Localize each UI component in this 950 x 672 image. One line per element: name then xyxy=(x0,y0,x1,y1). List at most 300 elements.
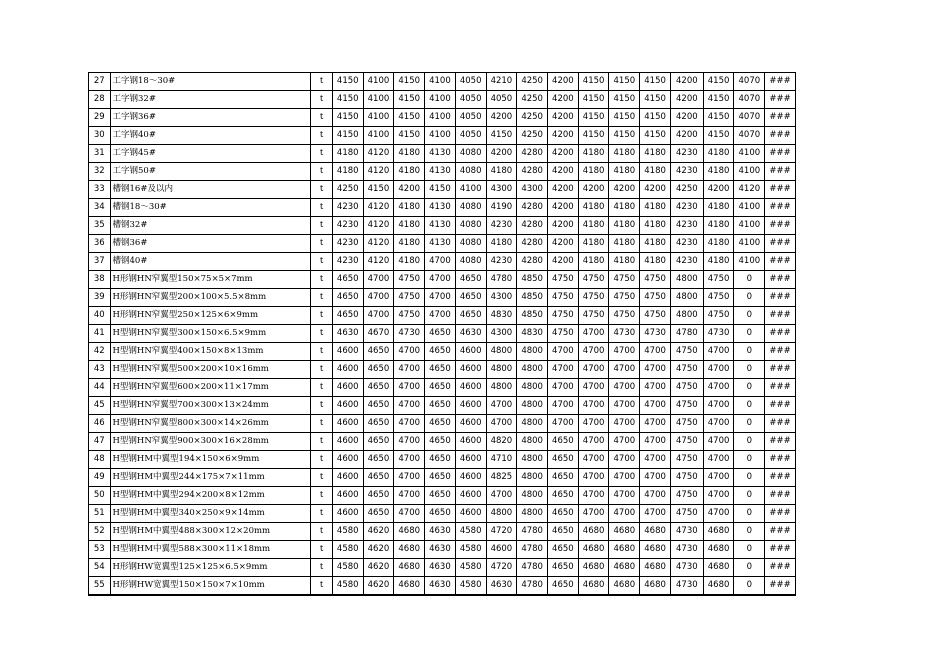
price-cell[interactable]: 4150 xyxy=(332,127,363,145)
price-cell[interactable]: 0 xyxy=(734,577,765,596)
item-name-cell[interactable]: H型钢HN窄翼型700×300×13×24mm xyxy=(110,397,311,415)
price-cell[interactable]: 4100 xyxy=(734,199,765,217)
item-name-cell[interactable]: 工字钢40# xyxy=(110,127,311,145)
price-cell[interactable]: 4100 xyxy=(734,253,765,271)
price-cell[interactable]: 4650 xyxy=(363,487,394,505)
price-cell[interactable]: 4730 xyxy=(670,523,703,541)
price-cell[interactable]: 4650 xyxy=(548,559,579,577)
price-cell[interactable]: 4700 xyxy=(548,397,579,415)
price-cell[interactable]: 4650 xyxy=(425,433,456,451)
overflow-cell[interactable]: ### xyxy=(765,523,796,541)
price-cell[interactable]: 4650 xyxy=(332,289,363,307)
price-cell[interactable]: 4580 xyxy=(332,577,363,596)
price-cell[interactable]: 0 xyxy=(734,289,765,307)
unit-cell[interactable]: t xyxy=(311,577,333,596)
price-cell[interactable]: 4120 xyxy=(363,253,394,271)
price-cell[interactable]: 4200 xyxy=(670,91,703,109)
row-number-cell[interactable]: 27 xyxy=(89,73,111,91)
price-cell[interactable]: 4230 xyxy=(670,145,703,163)
price-cell[interactable]: 4620 xyxy=(363,541,394,559)
unit-cell[interactable]: t xyxy=(311,109,333,127)
price-cell[interactable]: 4150 xyxy=(394,73,425,91)
price-cell[interactable]: 4700 xyxy=(578,397,609,415)
overflow-cell[interactable]: ### xyxy=(765,91,796,109)
price-cell[interactable]: 4650 xyxy=(332,271,363,289)
price-cell[interactable]: 4700 xyxy=(394,451,425,469)
price-cell[interactable]: 4650 xyxy=(425,505,456,523)
price-cell[interactable]: 4700 xyxy=(425,253,456,271)
price-cell[interactable]: 4200 xyxy=(486,109,517,127)
price-cell[interactable]: 4200 xyxy=(548,109,579,127)
price-cell[interactable]: 4710 xyxy=(486,451,517,469)
price-cell[interactable]: 4680 xyxy=(394,577,425,596)
price-cell[interactable]: 4750 xyxy=(394,307,425,325)
price-cell[interactable]: 4070 xyxy=(734,73,765,91)
row-number-cell[interactable]: 50 xyxy=(89,487,111,505)
price-cell[interactable]: 4700 xyxy=(640,505,671,523)
price-cell[interactable]: 4180 xyxy=(332,145,363,163)
price-cell[interactable]: 4180 xyxy=(609,253,640,271)
row-number-cell[interactable]: 51 xyxy=(89,505,111,523)
price-cell[interactable]: 4230 xyxy=(486,217,517,235)
price-cell[interactable]: 4200 xyxy=(670,127,703,145)
item-name-cell[interactable]: H形钢HN窄翼型150×75×5×7mm xyxy=(110,271,311,289)
price-cell[interactable]: 4700 xyxy=(703,415,734,433)
item-name-cell[interactable]: 槽钢40# xyxy=(110,253,311,271)
price-cell[interactable]: 4700 xyxy=(640,397,671,415)
price-cell[interactable]: 4650 xyxy=(425,415,456,433)
price-cell[interactable]: 4180 xyxy=(609,235,640,253)
item-name-cell[interactable]: 工字钢18～30# xyxy=(110,73,311,91)
row-number-cell[interactable]: 47 xyxy=(89,433,111,451)
price-cell[interactable]: 4100 xyxy=(425,109,456,127)
price-cell[interactable]: 4100 xyxy=(363,73,394,91)
price-cell[interactable]: 0 xyxy=(734,523,765,541)
price-cell[interactable]: 4250 xyxy=(517,109,548,127)
price-cell[interactable]: 4180 xyxy=(640,253,671,271)
price-cell[interactable]: 4130 xyxy=(425,163,456,181)
price-cell[interactable]: 4750 xyxy=(548,307,579,325)
price-cell[interactable]: 4200 xyxy=(548,163,579,181)
price-cell[interactable]: 4700 xyxy=(578,505,609,523)
price-cell[interactable]: 4700 xyxy=(425,289,456,307)
price-cell[interactable]: 4600 xyxy=(455,361,486,379)
price-cell[interactable]: 4780 xyxy=(517,559,548,577)
price-cell[interactable]: 4600 xyxy=(455,433,486,451)
price-cell[interactable]: 4680 xyxy=(640,577,671,596)
unit-cell[interactable]: t xyxy=(311,343,333,361)
item-name-cell[interactable]: H型钢HM中翼型244×175×7×11mm xyxy=(110,469,311,487)
row-number-cell[interactable]: 40 xyxy=(89,307,111,325)
overflow-cell[interactable]: ### xyxy=(765,307,796,325)
price-cell[interactable]: 4800 xyxy=(517,415,548,433)
price-cell[interactable]: 4700 xyxy=(609,415,640,433)
price-cell[interactable]: 4150 xyxy=(332,109,363,127)
overflow-cell[interactable]: ### xyxy=(765,559,796,577)
price-cell[interactable]: 4670 xyxy=(363,325,394,343)
price-cell[interactable]: 4180 xyxy=(640,235,671,253)
price-cell[interactable]: 4130 xyxy=(425,145,456,163)
unit-cell[interactable]: t xyxy=(311,361,333,379)
price-cell[interactable]: 4650 xyxy=(425,469,456,487)
price-cell[interactable]: 4050 xyxy=(455,109,486,127)
price-cell[interactable]: 4130 xyxy=(425,217,456,235)
price-cell[interactable]: 4700 xyxy=(640,451,671,469)
price-cell[interactable]: 4750 xyxy=(670,433,703,451)
row-number-cell[interactable]: 32 xyxy=(89,163,111,181)
price-cell[interactable]: 0 xyxy=(734,271,765,289)
unit-cell[interactable]: t xyxy=(311,307,333,325)
item-name-cell[interactable]: H型钢HM中翼型588×300×11×18mm xyxy=(110,541,311,559)
price-cell[interactable]: 0 xyxy=(734,559,765,577)
price-cell[interactable]: 4150 xyxy=(425,181,456,199)
price-cell[interactable]: 4180 xyxy=(640,199,671,217)
price-cell[interactable]: 4680 xyxy=(609,577,640,596)
price-cell[interactable]: 4700 xyxy=(703,343,734,361)
price-cell[interactable]: 4230 xyxy=(486,253,517,271)
price-cell[interactable]: 4080 xyxy=(455,235,486,253)
unit-cell[interactable]: t xyxy=(311,271,333,289)
price-cell[interactable]: 4250 xyxy=(670,181,703,199)
price-cell[interactable]: 4650 xyxy=(332,307,363,325)
price-cell[interactable]: 4300 xyxy=(486,181,517,199)
price-cell[interactable]: 0 xyxy=(734,307,765,325)
price-cell[interactable]: 4250 xyxy=(517,91,548,109)
price-cell[interactable]: 4750 xyxy=(609,271,640,289)
price-cell[interactable]: 4200 xyxy=(394,181,425,199)
price-cell[interactable]: 4200 xyxy=(640,181,671,199)
item-name-cell[interactable]: 槽钢18～30# xyxy=(110,199,311,217)
price-cell[interactable]: 0 xyxy=(734,343,765,361)
price-cell[interactable]: 0 xyxy=(734,505,765,523)
price-cell[interactable]: 4680 xyxy=(578,523,609,541)
price-cell[interactable]: 4650 xyxy=(363,505,394,523)
price-cell[interactable]: 4700 xyxy=(609,487,640,505)
item-name-cell[interactable]: H形钢HN窄翼型200×100×5.5×8mm xyxy=(110,289,311,307)
price-cell[interactable]: 4600 xyxy=(332,451,363,469)
price-cell[interactable]: 4650 xyxy=(425,379,456,397)
price-cell[interactable]: 4800 xyxy=(517,379,548,397)
price-cell[interactable]: 4580 xyxy=(455,541,486,559)
row-number-cell[interactable]: 48 xyxy=(89,451,111,469)
item-name-cell[interactable]: 槽钢32# xyxy=(110,217,311,235)
item-name-cell[interactable]: H型钢HM中翼型194×150×6×9mm xyxy=(110,451,311,469)
item-name-cell[interactable]: H型钢HN窄翼型500×200×10×16mm xyxy=(110,361,311,379)
unit-cell[interactable]: t xyxy=(311,289,333,307)
price-cell[interactable]: 4100 xyxy=(734,163,765,181)
price-cell[interactable]: 4730 xyxy=(609,325,640,343)
price-cell[interactable]: 4150 xyxy=(640,109,671,127)
price-cell[interactable]: 4700 xyxy=(578,469,609,487)
price-cell[interactable]: 4700 xyxy=(609,505,640,523)
price-cell[interactable]: 4130 xyxy=(425,235,456,253)
overflow-cell[interactable]: ### xyxy=(765,451,796,469)
price-cell[interactable]: 4780 xyxy=(517,523,548,541)
price-cell[interactable]: 4700 xyxy=(394,415,425,433)
price-cell[interactable]: 4800 xyxy=(517,469,548,487)
price-cell[interactable]: 4180 xyxy=(609,163,640,181)
price-cell[interactable]: 4130 xyxy=(425,199,456,217)
price-cell[interactable]: 4080 xyxy=(455,199,486,217)
price-cell[interactable]: 4700 xyxy=(548,415,579,433)
price-cell[interactable]: 4280 xyxy=(517,217,548,235)
price-cell[interactable]: 4850 xyxy=(517,271,548,289)
item-name-cell[interactable]: 工字钢36# xyxy=(110,109,311,127)
price-cell[interactable]: 4700 xyxy=(609,451,640,469)
price-cell[interactable]: 4300 xyxy=(486,289,517,307)
price-cell[interactable]: 4150 xyxy=(332,73,363,91)
price-cell[interactable]: 4700 xyxy=(703,379,734,397)
unit-cell[interactable]: t xyxy=(311,325,333,343)
item-name-cell[interactable]: H型钢HN窄翼型400×150×8×13mm xyxy=(110,343,311,361)
price-cell[interactable]: 4650 xyxy=(548,451,579,469)
price-cell[interactable]: 4150 xyxy=(640,73,671,91)
overflow-cell[interactable]: ### xyxy=(765,127,796,145)
price-cell[interactable]: 4180 xyxy=(394,199,425,217)
unit-cell[interactable]: t xyxy=(311,91,333,109)
price-cell[interactable]: 4800 xyxy=(670,271,703,289)
price-cell[interactable]: 4070 xyxy=(734,109,765,127)
price-cell[interactable]: 4700 xyxy=(578,487,609,505)
unit-cell[interactable]: t xyxy=(311,451,333,469)
price-cell[interactable]: 4700 xyxy=(703,451,734,469)
price-cell[interactable]: 4180 xyxy=(394,235,425,253)
price-cell[interactable]: 4120 xyxy=(363,145,394,163)
price-cell[interactable]: 4750 xyxy=(394,289,425,307)
row-number-cell[interactable]: 54 xyxy=(89,559,111,577)
price-cell[interactable]: 4700 xyxy=(394,487,425,505)
price-cell[interactable]: 4080 xyxy=(455,145,486,163)
overflow-cell[interactable]: ### xyxy=(765,487,796,505)
item-name-cell[interactable]: H型钢HN窄翼型600×200×11×17mm xyxy=(110,379,311,397)
price-cell[interactable]: 4720 xyxy=(486,559,517,577)
overflow-cell[interactable]: ### xyxy=(765,235,796,253)
price-cell[interactable]: 0 xyxy=(734,451,765,469)
price-cell[interactable]: 4230 xyxy=(670,217,703,235)
overflow-cell[interactable]: ### xyxy=(765,397,796,415)
price-cell[interactable]: 4750 xyxy=(670,397,703,415)
overflow-cell[interactable]: ### xyxy=(765,181,796,199)
price-cell[interactable]: 4700 xyxy=(640,415,671,433)
price-cell[interactable]: 4200 xyxy=(548,217,579,235)
price-cell[interactable]: 4730 xyxy=(670,577,703,596)
row-number-cell[interactable]: 38 xyxy=(89,271,111,289)
price-cell[interactable]: 4700 xyxy=(363,271,394,289)
price-cell[interactable]: 4150 xyxy=(640,127,671,145)
row-number-cell[interactable]: 43 xyxy=(89,361,111,379)
price-cell[interactable]: 4680 xyxy=(394,541,425,559)
price-cell[interactable]: 4650 xyxy=(363,343,394,361)
price-cell[interactable]: 4750 xyxy=(609,289,640,307)
price-cell[interactable]: 4750 xyxy=(670,361,703,379)
price-cell[interactable]: 4200 xyxy=(548,127,579,145)
price-cell[interactable]: 4280 xyxy=(517,253,548,271)
item-name-cell[interactable]: H型钢HM中翼型488×300×12×20mm xyxy=(110,523,311,541)
price-cell[interactable]: 4150 xyxy=(703,91,734,109)
price-cell[interactable]: 4680 xyxy=(394,559,425,577)
unit-cell[interactable]: t xyxy=(311,487,333,505)
price-cell[interactable]: 4250 xyxy=(517,127,548,145)
price-cell[interactable]: 4700 xyxy=(609,361,640,379)
row-number-cell[interactable]: 45 xyxy=(89,397,111,415)
row-number-cell[interactable]: 46 xyxy=(89,415,111,433)
price-cell[interactable]: 4700 xyxy=(640,487,671,505)
price-cell[interactable]: 4650 xyxy=(455,289,486,307)
price-cell[interactable]: 4750 xyxy=(548,271,579,289)
price-cell[interactable]: 4700 xyxy=(578,451,609,469)
price-cell[interactable]: 4180 xyxy=(703,253,734,271)
price-cell[interactable]: 4700 xyxy=(486,415,517,433)
row-number-cell[interactable]: 39 xyxy=(89,289,111,307)
price-cell[interactable]: 4150 xyxy=(578,73,609,91)
price-cell[interactable]: 4650 xyxy=(425,343,456,361)
item-name-cell[interactable]: H型钢HN窄翼型300×150×6.5×9mm xyxy=(110,325,311,343)
unit-cell[interactable]: t xyxy=(311,73,333,91)
price-cell[interactable]: 4200 xyxy=(548,73,579,91)
row-number-cell[interactable]: 42 xyxy=(89,343,111,361)
price-cell[interactable]: 4180 xyxy=(640,217,671,235)
price-cell[interactable]: 4680 xyxy=(394,523,425,541)
price-cell[interactable]: 4080 xyxy=(455,217,486,235)
price-cell[interactable]: 4750 xyxy=(670,379,703,397)
price-cell[interactable]: 4280 xyxy=(517,145,548,163)
price-cell[interactable]: 4280 xyxy=(517,235,548,253)
price-cell[interactable]: 0 xyxy=(734,469,765,487)
price-cell[interactable]: 4800 xyxy=(486,379,517,397)
price-cell[interactable]: 4180 xyxy=(578,199,609,217)
row-number-cell[interactable]: 30 xyxy=(89,127,111,145)
price-cell[interactable]: 4800 xyxy=(517,451,548,469)
item-name-cell[interactable]: 工字钢32# xyxy=(110,91,311,109)
item-name-cell[interactable]: H型钢HN窄翼型900×300×16×28mm xyxy=(110,433,311,451)
unit-cell[interactable]: t xyxy=(311,181,333,199)
overflow-cell[interactable]: ### xyxy=(765,145,796,163)
item-name-cell[interactable]: 工字钢50# xyxy=(110,163,311,181)
price-cell[interactable]: 4700 xyxy=(703,487,734,505)
price-cell[interactable]: 4700 xyxy=(425,307,456,325)
row-number-cell[interactable]: 35 xyxy=(89,217,111,235)
price-cell[interactable]: 4650 xyxy=(548,505,579,523)
price-cell[interactable]: 4700 xyxy=(640,469,671,487)
overflow-cell[interactable]: ### xyxy=(765,253,796,271)
price-cell[interactable]: 4600 xyxy=(455,505,486,523)
price-cell[interactable]: 4700 xyxy=(640,433,671,451)
price-cell[interactable]: 4100 xyxy=(425,127,456,145)
unit-cell[interactable]: t xyxy=(311,397,333,415)
price-cell[interactable]: 4850 xyxy=(517,289,548,307)
price-cell[interactable]: 4700 xyxy=(609,397,640,415)
price-cell[interactable]: 4780 xyxy=(517,541,548,559)
price-cell[interactable]: 4180 xyxy=(703,217,734,235)
price-cell[interactable]: 4800 xyxy=(486,361,517,379)
price-cell[interactable]: 0 xyxy=(734,397,765,415)
price-cell[interactable]: 4180 xyxy=(486,235,517,253)
price-cell[interactable]: 4150 xyxy=(609,109,640,127)
price-cell[interactable]: 4150 xyxy=(332,91,363,109)
price-cell[interactable]: 4600 xyxy=(455,469,486,487)
price-cell[interactable]: 4600 xyxy=(332,415,363,433)
price-cell[interactable]: 4150 xyxy=(394,91,425,109)
item-name-cell[interactable]: H型钢HN窄翼型800×300×14×26mm xyxy=(110,415,311,433)
row-number-cell[interactable]: 28 xyxy=(89,91,111,109)
price-cell[interactable]: 4820 xyxy=(486,433,517,451)
price-cell[interactable]: 4150 xyxy=(609,73,640,91)
price-cell[interactable]: 4780 xyxy=(670,325,703,343)
price-cell[interactable]: 4100 xyxy=(455,181,486,199)
price-cell[interactable]: 4580 xyxy=(332,559,363,577)
price-cell[interactable]: 4600 xyxy=(455,343,486,361)
price-cell[interactable]: 4180 xyxy=(394,163,425,181)
price-cell[interactable]: 4600 xyxy=(332,505,363,523)
price-cell[interactable]: 4720 xyxy=(486,523,517,541)
price-cell[interactable]: 4700 xyxy=(363,289,394,307)
price-cell[interactable]: 4180 xyxy=(640,163,671,181)
price-cell[interactable]: 4230 xyxy=(332,235,363,253)
price-cell[interactable]: 4700 xyxy=(609,469,640,487)
price-cell[interactable]: 4230 xyxy=(670,235,703,253)
price-cell[interactable]: 4600 xyxy=(455,451,486,469)
price-cell[interactable]: 4700 xyxy=(703,433,734,451)
price-cell[interactable]: 4600 xyxy=(455,397,486,415)
price-cell[interactable]: 4200 xyxy=(548,91,579,109)
overflow-cell[interactable]: ### xyxy=(765,271,796,289)
price-cell[interactable]: 4150 xyxy=(578,91,609,109)
price-cell[interactable]: 4800 xyxy=(670,289,703,307)
price-cell[interactable]: 4650 xyxy=(548,577,579,596)
overflow-cell[interactable]: ### xyxy=(765,361,796,379)
price-cell[interactable]: 4650 xyxy=(548,487,579,505)
price-cell[interactable]: 4100 xyxy=(363,127,394,145)
price-cell[interactable]: 4630 xyxy=(425,523,456,541)
price-cell[interactable]: 4080 xyxy=(455,163,486,181)
price-cell[interactable]: 4700 xyxy=(363,307,394,325)
overflow-cell[interactable]: ### xyxy=(765,505,796,523)
price-cell[interactable]: 4750 xyxy=(640,271,671,289)
price-cell[interactable]: 4100 xyxy=(363,91,394,109)
price-cell[interactable]: 4180 xyxy=(332,163,363,181)
price-cell[interactable]: 4180 xyxy=(394,217,425,235)
price-cell[interactable]: 4210 xyxy=(486,73,517,91)
price-cell[interactable]: 4600 xyxy=(332,397,363,415)
price-cell[interactable]: 4600 xyxy=(332,469,363,487)
price-cell[interactable]: 4700 xyxy=(640,361,671,379)
price-cell[interactable]: 4700 xyxy=(486,397,517,415)
price-cell[interactable]: 4650 xyxy=(363,469,394,487)
price-cell[interactable]: 4200 xyxy=(486,145,517,163)
unit-cell[interactable]: t xyxy=(311,127,333,145)
price-cell[interactable]: 0 xyxy=(734,541,765,559)
price-cell[interactable]: 4150 xyxy=(486,127,517,145)
price-cell[interactable]: 4200 xyxy=(609,181,640,199)
price-cell[interactable]: 4700 xyxy=(548,379,579,397)
price-cell[interactable]: 4050 xyxy=(455,127,486,145)
overflow-cell[interactable]: ### xyxy=(765,109,796,127)
price-cell[interactable]: 4650 xyxy=(363,397,394,415)
price-cell[interactable]: 4180 xyxy=(394,145,425,163)
price-cell[interactable]: 4750 xyxy=(578,289,609,307)
price-cell[interactable]: 4700 xyxy=(548,361,579,379)
price-cell[interactable]: 4650 xyxy=(548,523,579,541)
price-cell[interactable]: 4620 xyxy=(363,559,394,577)
price-cell[interactable]: 4180 xyxy=(578,145,609,163)
price-cell[interactable]: 4750 xyxy=(394,271,425,289)
overflow-cell[interactable]: ### xyxy=(765,217,796,235)
price-cell[interactable]: 4680 xyxy=(703,541,734,559)
overflow-cell[interactable]: ### xyxy=(765,379,796,397)
overflow-cell[interactable]: ### xyxy=(765,343,796,361)
price-cell[interactable]: 4150 xyxy=(640,91,671,109)
price-cell[interactable]: 4650 xyxy=(425,361,456,379)
